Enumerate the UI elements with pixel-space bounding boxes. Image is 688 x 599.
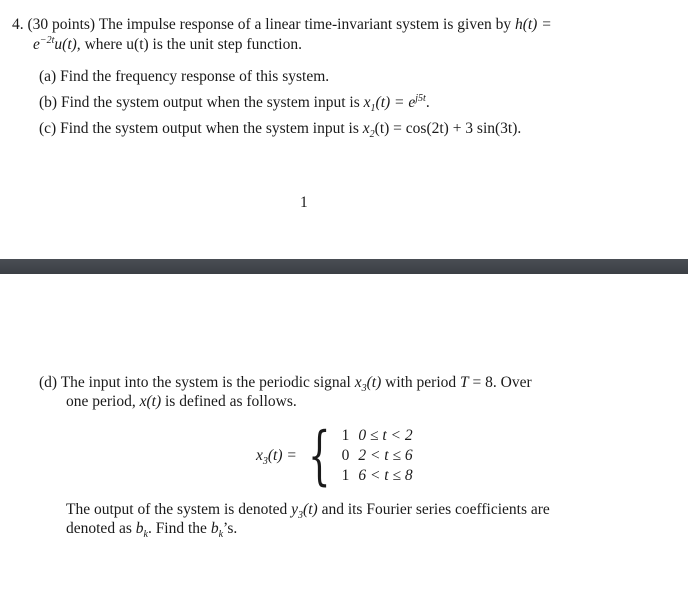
page-number: 1 — [300, 194, 308, 211]
part-b — [39, 92, 430, 115]
bk-sub: k — [143, 529, 148, 541]
part-b-label: (b) — [39, 94, 58, 111]
x1-var: x — [363, 94, 371, 111]
y3-var: y — [291, 501, 299, 518]
x-t: x(t) — [139, 393, 162, 410]
x2-var: x — [362, 120, 370, 137]
problem-number: 4. — [12, 16, 24, 33]
part-d-text2b: is defined as follows. — [165, 393, 297, 410]
case-value: 0 — [341, 447, 350, 464]
output-text2: denoted as — [66, 520, 132, 537]
part-d-label: (d) — [39, 374, 58, 391]
part-d-line1 — [39, 374, 532, 395]
part-a-text: Find the frequency response of this system. — [60, 68, 330, 85]
y3-t: (t) — [303, 501, 318, 518]
period-T: T — [460, 374, 469, 391]
part-c-label: (c) — [39, 120, 57, 137]
x1-sub: 1 — [370, 103, 376, 115]
case-condition: 6 < t ≤ 8 — [358, 467, 413, 484]
part-a-label: (a) — [39, 68, 57, 85]
lhs-x: x — [256, 447, 263, 464]
y3-sub: 3 — [298, 510, 304, 522]
page-separator — [0, 259, 688, 274]
left-brace: { — [308, 419, 331, 493]
part-d-output1 — [66, 501, 550, 522]
problem-header — [12, 16, 552, 34]
x3-t: (t) — [366, 374, 382, 391]
bk2-sub: k — [218, 529, 224, 541]
case-condition: 2 < t ≤ 6 — [358, 447, 413, 464]
case-value: 1 — [341, 427, 350, 444]
u-t: u(t), — [54, 36, 81, 53]
x1-end: . — [425, 94, 430, 111]
x1-exp: j5t — [415, 92, 426, 104]
output-text1b: and its Fourier series coefficients are — [321, 501, 550, 518]
problem-header-line2 — [33, 36, 302, 54]
x2-sub: 2 — [369, 129, 375, 141]
part-d-text2: one period, — [66, 393, 136, 410]
x2-eq: (t) = cos(2t) + 3 sin(3t). — [374, 120, 522, 137]
lhs-eq: (t) = — [267, 447, 297, 464]
output-text2c: ’s. — [223, 520, 238, 537]
part-d-text1b: with period — [385, 374, 457, 391]
part-b-text: Find the system output when the system input is — [60, 94, 360, 111]
output-text2b: . Find the — [147, 520, 207, 537]
case-value: 1 — [341, 467, 350, 484]
e-exponent: −2t — [39, 34, 55, 46]
x1-eq: (t) = — [375, 94, 405, 111]
cases-grid — [342, 426, 413, 486]
x1-e: e — [408, 94, 416, 111]
piecewise-equation — [256, 419, 413, 493]
bk2-var: b — [210, 520, 219, 537]
lhs-sub: 3 — [262, 456, 268, 468]
problem-intro-cont: where u(t) is the unit step function. — [84, 36, 302, 53]
part-a — [39, 68, 329, 86]
page-top — [0, 0, 688, 262]
bk-var: b — [135, 520, 144, 537]
part-d-line2 — [66, 393, 297, 411]
e-base: e — [33, 36, 40, 53]
part-d-output2 — [66, 520, 238, 541]
x3-var: x — [354, 374, 362, 391]
output-text1: The output of the system is denoted — [66, 501, 288, 518]
h-definition: h(t) = — [514, 16, 552, 33]
page-bottom — [0, 274, 688, 599]
part-c-text: Find the system output when the system input is — [60, 120, 359, 137]
part-d-text1: The input into the system is the periodic signal — [60, 374, 351, 391]
problem-points: (30 points) — [27, 16, 96, 33]
case-condition: 0 ≤ t < 2 — [358, 427, 413, 444]
problem-intro: The impulse response of a linear time-invariant system is given by — [98, 16, 512, 33]
part-c — [39, 120, 522, 141]
x3-sub: 3 — [361, 383, 367, 395]
period-eq: = 8. Over — [472, 374, 532, 391]
